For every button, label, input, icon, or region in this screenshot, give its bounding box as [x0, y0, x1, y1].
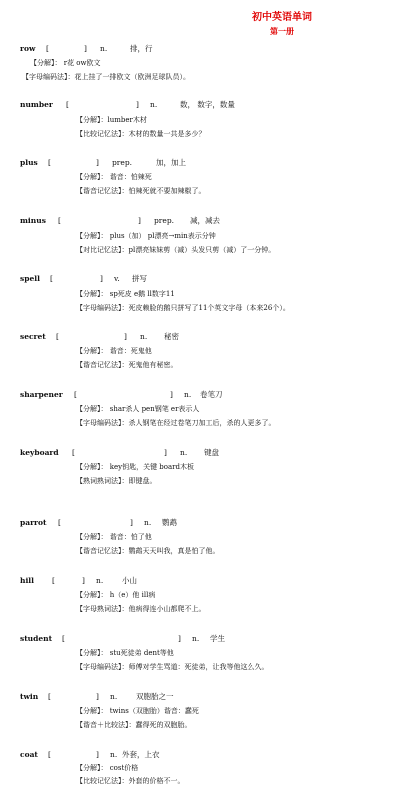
entry-word: spell [20, 274, 40, 283]
entry-pos: n. [192, 634, 200, 643]
entry-breakdown: 【分解】： shar杀人 pen钢笔 er表示人 [76, 405, 200, 413]
entry-word: minus [20, 216, 46, 225]
close-bracket: ] [82, 576, 85, 585]
entry-breakdown: 【分解】： twins（双胞胎）谐音：蠢死 [76, 707, 199, 715]
entry-pos: n. [180, 448, 188, 457]
entry-mnemonic: 【谐音记忆法】：怕辣死就不要加辣椒了。 [76, 187, 206, 195]
entry-word: plus [20, 158, 38, 167]
entry-pos: n. [96, 576, 104, 585]
entry-mnemonic: 【字母编码法】：师傅对学生骂道：死徒弟，让我等他这么久。 [76, 663, 269, 671]
entry-breakdown: 【分解】： 谐音：死鬼他 [76, 347, 152, 355]
entry-pos: n. [110, 750, 118, 759]
open-bracket: [ [46, 44, 49, 53]
entry-word: hill [20, 576, 35, 585]
entry-pos: n. [150, 100, 158, 109]
entry-breakdown: 【分解】： 谐音：怕辣死 [76, 173, 152, 181]
entry-breakdown: 【分解】： stu死徒弟 dent等他 [76, 649, 174, 657]
close-bracket: ] [170, 390, 173, 399]
close-bracket: ] [136, 100, 139, 109]
close-bracket: ] [96, 692, 99, 701]
entry-word: secret [20, 332, 46, 341]
open-bracket: [ [52, 576, 55, 585]
open-bracket: [ [74, 390, 77, 399]
entry-meaning: 外套，上衣 [122, 750, 160, 759]
entry-mnemonic: 【比较记忆法】：外套的价格不一。 [76, 777, 185, 785]
close-bracket: ] [130, 518, 133, 527]
open-bracket: [ [72, 448, 75, 457]
entry-breakdown: 【分解】： plus（加） pl漂亮→min表示分钟 [76, 232, 216, 240]
entry-mnemonic: 【谐音记忆法】：死鬼他有秘密。 [76, 361, 178, 369]
entry-breakdown: 【分解】：lumber木材 [76, 116, 147, 124]
open-bracket: [ [50, 274, 53, 283]
entry-mnemonic: 【谐音＋比较法】：蠢得死的双胞胎。 [76, 721, 192, 729]
close-bracket: ] [164, 448, 167, 457]
open-bracket: [ [62, 634, 65, 643]
open-bracket: [ [48, 158, 51, 167]
entry-breakdown: 【分解】： sp死皮 e鹅 ll数字11 [76, 290, 175, 298]
entry-pos: n. [100, 44, 108, 53]
entry-mnemonic: 【字母编码法】：死皮赖脸的鹅只拼写了11个英文字母（本来26个）。 [76, 304, 290, 312]
entry-mnemonic: 【比较记忆法】：木材的数量一共是多少？ [76, 130, 206, 138]
entry-mnemonic: 【字母编码法】：花上挂了一排欧文（欧洲足球队员）。 [22, 73, 190, 81]
entry-breakdown: 【分解】： 谐音：怕了他 [76, 533, 152, 541]
entry-meaning: 双胞胎之一 [136, 692, 174, 701]
entry-meaning: 排，行 [130, 44, 153, 53]
open-bracket: [ [56, 332, 59, 341]
entry-pos: n. [184, 390, 192, 399]
close-bracket: ] [124, 332, 127, 341]
entry-meaning: 卷笔刀 [200, 390, 223, 399]
entry-breakdown: 【分解】： r花 ow欧文 [30, 59, 101, 67]
entry-word: number [20, 100, 53, 109]
entry-meaning: 数， 数字，数量 [180, 100, 235, 109]
entry-meaning: 拼写 [132, 274, 147, 283]
close-bracket: ] [138, 216, 141, 225]
entry-word: student [20, 634, 53, 643]
close-bracket: ] [96, 750, 99, 759]
entry-pos: n. [110, 692, 118, 701]
entry-meaning: 键盘 [204, 448, 219, 457]
entry-mnemonic: 【熟词熟词法】：即键盘。 [76, 477, 157, 485]
entry-mnemonic: 【字母熟词法】：他病得连小山都爬不上。 [76, 605, 206, 613]
entry-pos: n. [144, 518, 152, 527]
entry-pos: v. [114, 274, 120, 283]
entry-word: keyboard [20, 448, 59, 457]
entry-meaning: 鹦鹉 [162, 518, 177, 527]
close-bracket: ] [100, 274, 103, 283]
entry-word: sharpener [20, 390, 63, 399]
close-bracket: ] [96, 158, 99, 167]
entry-meaning: 秘密 [164, 332, 179, 341]
open-bracket: [ [48, 750, 51, 759]
open-bracket: [ [58, 518, 61, 527]
entry-meaning: 学生 [210, 634, 225, 643]
entry-word: row [20, 44, 36, 53]
entry-breakdown: 【分解】： key钥匙，关键 board木板 [76, 463, 194, 471]
entry-meaning: 减，减去 [190, 216, 220, 225]
close-bracket: ] [84, 44, 87, 53]
entry-pos: n. [140, 332, 148, 341]
page-subtitle: 第一册 [270, 26, 294, 36]
close-bracket: ] [178, 634, 181, 643]
entry-mnemonic: 【字母编码法】：杀人钢笔在经过卷笔刀加工后，杀的人更多了。 [76, 419, 276, 427]
entry-mnemonic: 【谐音记忆法】：鹦鹉天天叫我，真是怕了他。 [76, 547, 220, 555]
page-title: 初中英语单词 [252, 12, 312, 23]
entry-pos: prep. [154, 216, 175, 225]
entry-word: parrot [20, 518, 47, 527]
entry-breakdown: 【分解】： cost价格 [76, 764, 139, 772]
open-bracket: [ [66, 100, 69, 109]
entry-word: twin [20, 692, 39, 701]
open-bracket: [ [48, 692, 51, 701]
entry-mnemonic: 【对比记忆法】：pl漂亮妹妹剪（减）头发只剪（减）了一分钟。 [76, 246, 276, 254]
entry-pos: prep. [112, 158, 133, 167]
entry-meaning: 小山 [122, 576, 137, 585]
open-bracket: [ [58, 216, 61, 225]
entry-word: coat [20, 750, 38, 759]
entry-breakdown: 【分解】： h（e）他 ill病 [76, 591, 156, 599]
entry-meaning: 加，加上 [156, 158, 186, 167]
